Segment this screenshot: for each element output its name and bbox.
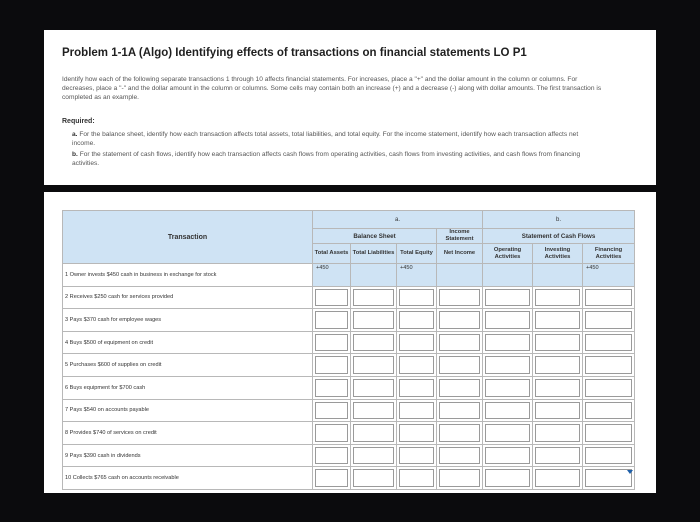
total-liabilities-value [353, 264, 394, 284]
net-income-cell[interactable] [437, 422, 483, 445]
financing-input[interactable] [585, 379, 632, 397]
investing-cell[interactable] [533, 422, 583, 445]
net-income-cell[interactable] [437, 354, 483, 377]
financing-cell[interactable] [583, 422, 635, 445]
table-row [63, 331, 635, 354]
financing-input[interactable] [585, 356, 632, 374]
total-liabilities-input[interactable] [353, 334, 394, 352]
total-liabilities-input[interactable] [353, 379, 394, 397]
financing-cell[interactable] [583, 467, 635, 490]
table-row [63, 444, 635, 467]
total-equity-cell[interactable] [397, 467, 437, 490]
financing-cell[interactable] [583, 354, 635, 377]
total-equity-value: +450 [399, 264, 434, 284]
investing-activities-header: Investing Activities [533, 244, 583, 264]
total-equity-input[interactable] [399, 379, 434, 397]
investing-input[interactable] [535, 356, 580, 374]
problem-instructions: Identify how each of the following separate transactions 1 through 10 affects financial statements. For increases, place a "+" and the dollar amount in the column or columns. For decreases, place a "-" and the dollar amount in the column or columns. Some cells may contain both an increase (+) and a decrease (-) along with dollar amounts. The first transaction is completed as an example. [62, 76, 602, 101]
worksheet-panel [44, 192, 656, 493]
financing-cell [583, 264, 635, 287]
net-income-input[interactable] [439, 311, 480, 329]
total-assets-input[interactable] [315, 311, 348, 329]
total-liabilities-header: Total Liabilities [351, 244, 397, 264]
total-assets-input[interactable] [315, 379, 348, 397]
operating-activities-header: Operating Activities [483, 244, 533, 264]
investing-cell[interactable] [533, 444, 583, 467]
total-assets-input[interactable] [315, 447, 348, 465]
investing-cell[interactable] [533, 286, 583, 309]
net-income-input[interactable] [439, 356, 480, 374]
operating-input[interactable] [485, 447, 530, 465]
total-assets-header: Total Assets [313, 244, 351, 264]
total-equity-cell[interactable] [397, 331, 437, 354]
table-row [63, 399, 635, 422]
total-assets-input[interactable] [315, 424, 348, 442]
chevron-down-icon[interactable] [627, 470, 633, 474]
total-liabilities-cell[interactable] [351, 331, 397, 354]
net-income-input[interactable] [439, 402, 480, 420]
transactions-table [62, 210, 635, 490]
total-liabilities-cell[interactable] [351, 422, 397, 445]
financing-cell[interactable] [583, 444, 635, 467]
table-row [63, 264, 635, 287]
net-income-cell[interactable] [437, 467, 483, 490]
net-income-input[interactable] [439, 289, 480, 307]
balance-sheet-header: Balance Sheet [313, 229, 437, 244]
total-equity-input[interactable] [399, 402, 434, 420]
total-liabilities-input[interactable] [353, 469, 394, 487]
transaction-label: 4 Buys $500 of equipment on credit [63, 331, 313, 354]
total-equity-input[interactable] [399, 424, 434, 442]
financing-cell[interactable] [583, 376, 635, 399]
investing-cell[interactable] [533, 399, 583, 422]
operating-cell[interactable] [483, 422, 533, 445]
operating-input[interactable] [485, 289, 530, 307]
table-row [63, 286, 635, 309]
total-equity-cell[interactable] [397, 399, 437, 422]
total-liabilities-input[interactable] [353, 447, 394, 465]
investing-cell[interactable] [533, 309, 583, 332]
investing-cell [533, 264, 583, 287]
income-statement-header: Income Statement [437, 229, 483, 244]
total-assets-cell[interactable] [313, 286, 351, 309]
financing-input[interactable] [585, 311, 632, 329]
total-liabilities-cell[interactable] [351, 376, 397, 399]
financing-cell[interactable] [583, 331, 635, 354]
total-liabilities-input[interactable] [353, 424, 394, 442]
operating-cell[interactable] [483, 376, 533, 399]
financing-input[interactable] [585, 334, 632, 352]
investing-input[interactable] [535, 424, 580, 442]
operating-cell[interactable] [483, 309, 533, 332]
total-liabilities-cell[interactable] [351, 354, 397, 377]
investing-input[interactable] [535, 334, 580, 352]
requirement-a [72, 131, 602, 148]
investing-input[interactable] [535, 402, 580, 420]
total-assets-cell[interactable] [313, 331, 351, 354]
total-assets-value: +450 [315, 264, 348, 284]
total-assets-cell[interactable] [313, 399, 351, 422]
operating-cell[interactable] [483, 399, 533, 422]
net-income-cell[interactable] [437, 376, 483, 399]
total-equity-cell[interactable] [397, 286, 437, 309]
table-row [63, 376, 635, 399]
table-row [63, 467, 635, 490]
transaction-label: 8 Provides $740 of services on credit [63, 422, 313, 445]
total-equity-cell[interactable] [397, 376, 437, 399]
net-income-input[interactable] [439, 334, 480, 352]
net-income-cell[interactable] [437, 309, 483, 332]
total-equity-header: Total Equity [397, 244, 437, 264]
transaction-label: 6 Buys equipment for $700 cash [63, 376, 313, 399]
total-liabilities-input[interactable] [353, 402, 394, 420]
total-liabilities-cell[interactable] [351, 286, 397, 309]
transaction-label: 2 Receives $250 cash for services provided [63, 286, 313, 309]
total-equity-cell[interactable] [397, 444, 437, 467]
operating-input[interactable] [485, 402, 530, 420]
part-b-label: b. [483, 211, 635, 229]
operating-cell[interactable] [483, 331, 533, 354]
total-liabilities-cell[interactable] [351, 399, 397, 422]
transaction-label: 3 Pays $370 cash for employee wages [63, 309, 313, 332]
total-equity-input[interactable] [399, 356, 434, 374]
financing-cell[interactable] [583, 399, 635, 422]
total-equity-input[interactable] [399, 469, 434, 487]
net-income-input[interactable] [439, 469, 480, 487]
operating-input[interactable] [485, 356, 530, 374]
total-liabilities-cell[interactable] [351, 309, 397, 332]
total-assets-input[interactable] [315, 402, 348, 420]
financing-input[interactable] [585, 289, 632, 307]
financing-input[interactable] [585, 469, 632, 487]
total-equity-cell[interactable] [397, 309, 437, 332]
financing-input[interactable] [585, 402, 632, 420]
operating-input[interactable] [485, 311, 530, 329]
operating-input[interactable] [485, 379, 530, 397]
operating-input[interactable] [485, 424, 530, 442]
investing-input[interactable] [535, 469, 580, 487]
net-income-cell[interactable] [437, 331, 483, 354]
financing-cell[interactable] [583, 309, 635, 332]
table-row [63, 422, 635, 445]
total-equity-cell[interactable] [397, 354, 437, 377]
operating-cell[interactable] [483, 467, 533, 490]
total-equity-cell[interactable] [397, 422, 437, 445]
total-equity-input[interactable] [399, 289, 434, 307]
total-liabilities-cell[interactable] [351, 444, 397, 467]
total-liabilities-cell[interactable] [351, 467, 397, 490]
net-income-header: Net Income [437, 244, 483, 264]
net-income-value [439, 264, 480, 284]
investing-input[interactable] [535, 311, 580, 329]
requirement-b-text: For the statement of cash flows, identify how each transaction affects cash flows from operating activities, cash flows from investing activities, and cash flows from financing activities. [72, 151, 581, 167]
total-assets-input[interactable] [315, 289, 348, 307]
cash-flows-header: Statement of Cash Flows [483, 229, 635, 244]
total-equity-input[interactable] [399, 311, 434, 329]
transaction-label: 7 Pays $540 on accounts payable [63, 399, 313, 422]
requirement-a-text: For the balance sheet, identify how each transaction affects total assets, total liabilities, and total equity. For the income statement, identify how each transaction affects net income. [72, 131, 579, 147]
financing-cell[interactable] [583, 286, 635, 309]
financing-value: +450 [585, 264, 632, 284]
investing-cell[interactable] [533, 376, 583, 399]
operating-input[interactable] [485, 334, 530, 352]
total-liabilities-input[interactable] [353, 311, 394, 329]
investing-input[interactable] [535, 289, 580, 307]
requirement-a-letter: a. [72, 131, 78, 138]
operating-value [485, 264, 530, 284]
net-income-input[interactable] [439, 379, 480, 397]
required-label: Required: [62, 118, 95, 125]
total-assets-cell[interactable] [313, 354, 351, 377]
total-assets-cell[interactable] [313, 422, 351, 445]
operating-cell[interactable] [483, 444, 533, 467]
table-row [63, 354, 635, 377]
problem-title: Problem 1-1A (Algo) Identifying effects of transactions on financial statements LO P1 [62, 47, 527, 59]
investing-input[interactable] [535, 379, 580, 397]
net-income-cell[interactable] [437, 399, 483, 422]
financing-input[interactable] [585, 447, 632, 465]
part-a-label: a. [313, 211, 483, 229]
total-assets-cell[interactable] [313, 467, 351, 490]
net-income-cell[interactable] [437, 444, 483, 467]
operating-input[interactable] [485, 469, 530, 487]
transaction-label: 1 Owner invests $450 cash in business in exchange for stock [63, 264, 313, 287]
problem-panel [44, 30, 656, 185]
total-liabilities-cell [351, 264, 397, 287]
total-assets-cell[interactable] [313, 444, 351, 467]
total-equity-input[interactable] [399, 447, 434, 465]
total-equity-input[interactable] [399, 334, 434, 352]
investing-value [535, 264, 580, 284]
net-income-input[interactable] [439, 447, 480, 465]
operating-cell[interactable] [483, 286, 533, 309]
total-assets-cell [313, 264, 351, 287]
net-income-cell [437, 264, 483, 287]
table-row [63, 309, 635, 332]
requirement-b [72, 151, 602, 168]
transaction-label: 10 Collects $765 cash on accounts receivable [63, 467, 313, 490]
investing-cell[interactable] [533, 467, 583, 490]
operating-cell[interactable] [483, 354, 533, 377]
investing-cell[interactable] [533, 331, 583, 354]
financing-input[interactable] [585, 424, 632, 442]
financing-activities-header: Financing Activities [583, 244, 635, 264]
total-equity-cell [397, 264, 437, 287]
total-liabilities-input[interactable] [353, 289, 394, 307]
investing-input[interactable] [535, 447, 580, 465]
investing-cell[interactable] [533, 354, 583, 377]
transaction-header: Transaction [63, 211, 313, 264]
requirement-b-letter: b. [72, 151, 78, 158]
total-assets-cell[interactable] [313, 309, 351, 332]
transaction-label: 9 Pays $390 cash in dividends [63, 444, 313, 467]
net-income-input[interactable] [439, 424, 480, 442]
total-liabilities-input[interactable] [353, 356, 394, 374]
total-assets-input[interactable] [315, 469, 348, 487]
total-assets-cell[interactable] [313, 376, 351, 399]
operating-cell [483, 264, 533, 287]
transaction-label: 5 Purchases $600 of supplies on credit [63, 354, 313, 377]
net-income-cell[interactable] [437, 286, 483, 309]
total-assets-input[interactable] [315, 334, 348, 352]
total-assets-input[interactable] [315, 356, 348, 374]
